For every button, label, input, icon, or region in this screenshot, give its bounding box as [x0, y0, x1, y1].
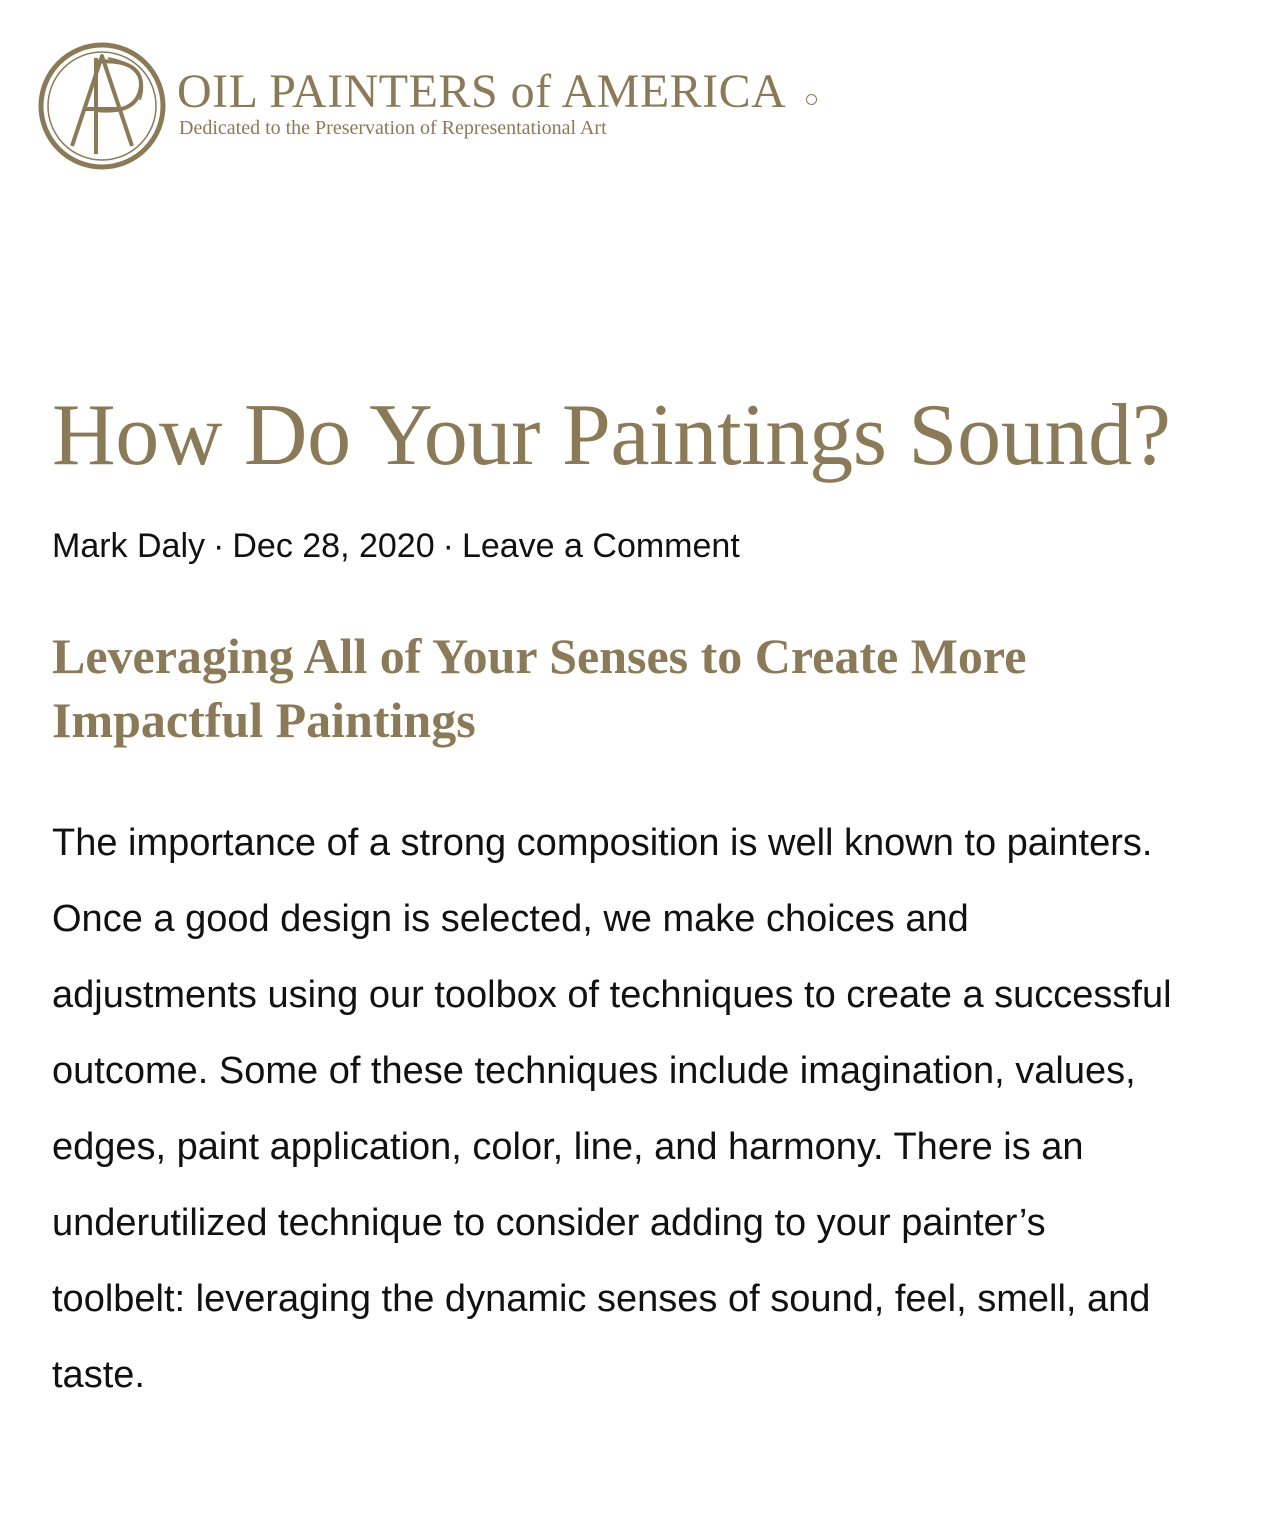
- post-author: Mark Daly: [52, 527, 206, 565]
- post-date: Dec 28, 2020: [232, 527, 435, 565]
- registered-icon: [806, 94, 817, 105]
- brand-tagline: Dedicated to the Preservation of Representational Art: [179, 117, 607, 139]
- opa-monogram-icon: [36, 40, 168, 172]
- page-title: How Do Your Paintings Sound?: [52, 387, 1171, 484]
- leave-comment-link[interactable]: Leave a Comment: [461, 527, 740, 565]
- article: [52, 380, 1212, 1413]
- meta-separator: ·: [442, 527, 454, 565]
- article-paragraph: The importance of a strong composition is well known to painters. Once a good design is selected, we make choices and adjustments using our toolbox of techniques to create a successful outcome. Some of these techniques include imagination, values, edges, paint application, color, line, and harmony. There is an underutilized technique to consider adding to your painter’s toolbelt: leveraging the dynamic senses of sound, feel, smell, and taste.: [52, 822, 1172, 1396]
- site-header: [36, 40, 856, 175]
- meta-separator: ·: [213, 527, 225, 565]
- post-meta: [52, 526, 1212, 566]
- brand-name: OIL PAINTERS of AMERICA: [177, 65, 787, 118]
- article-subtitle: Leveraging All of Your Senses to Create More Impactful Paintings: [52, 628, 1027, 748]
